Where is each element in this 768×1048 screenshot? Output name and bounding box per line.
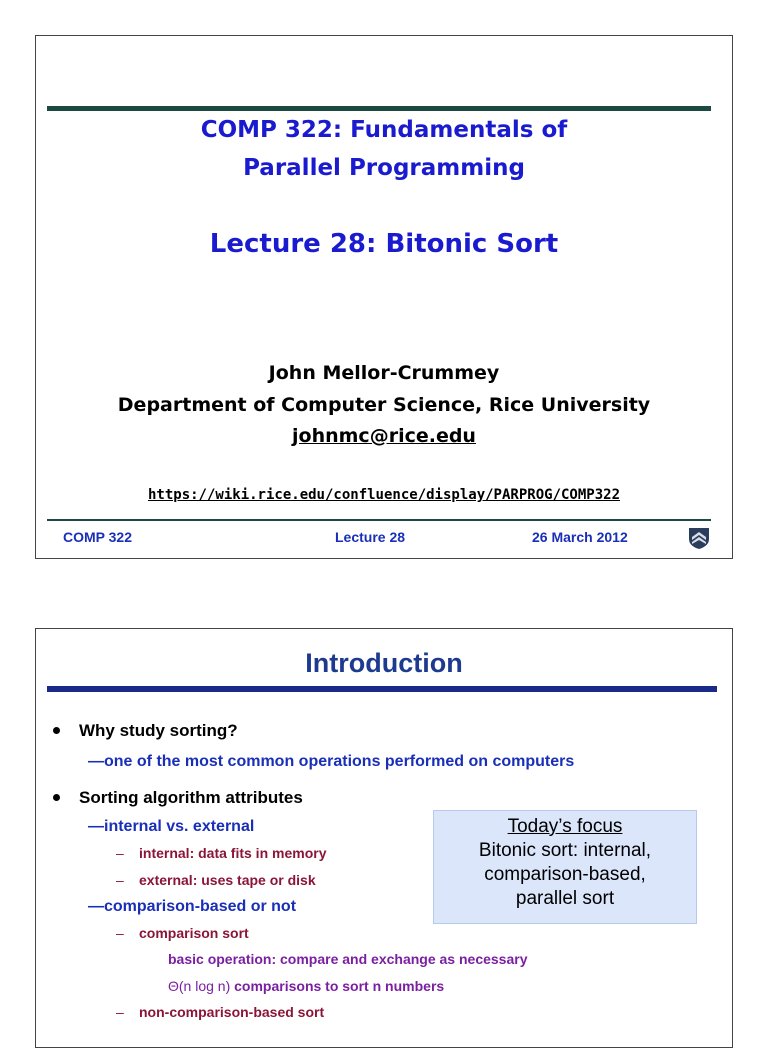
title-rule [47, 106, 711, 111]
lecture-title: Lecture 28: Bitonic Sort [209, 229, 559, 259]
dash-marker: – [116, 925, 124, 941]
footer-course: COMP 322 [63, 529, 132, 545]
focus-line-1: Bitonic sort: internal, [478, 840, 652, 861]
rice-owl-shield-icon [688, 526, 710, 550]
author-name: John Mellor-Crummey [268, 362, 500, 384]
theta-text: comparisons to sort n numbers [230, 978, 445, 994]
dash-marker: – [116, 845, 124, 861]
title-rule [47, 686, 717, 692]
item-theta-comparisons [168, 978, 444, 994]
item-noncomparison: non-comparison-based sort [139, 1004, 325, 1020]
dash-marker: – [116, 872, 124, 888]
item-basic-operation: basic operation: compare and exchange as necessary [168, 951, 528, 967]
bullet-why-sorting: Why study sorting? [79, 721, 238, 740]
todays-focus-box [433, 810, 697, 924]
introduction-slide [35, 628, 733, 1048]
bullet-dot-icon [53, 794, 60, 801]
theta-notation: Θ(n log n) [168, 978, 231, 994]
slide-title: Introduction [305, 648, 463, 678]
course-url-link[interactable]: https://wiki.rice.edu/confluence/display/PARPROG/COMP322 [147, 487, 620, 503]
bullet-dot-icon [53, 727, 60, 734]
item-internal: internal: data fits in memory [139, 845, 327, 861]
focus-line-3: parallel sort [515, 888, 615, 909]
department: Department of Computer Science, Rice University [117, 394, 651, 416]
item-external: external: uses tape or disk [139, 872, 316, 888]
sub-common-operations: —one of the most common operations performed on computers [88, 753, 575, 770]
footer-date: 26 March 2012 [532, 529, 628, 545]
footer-rule [47, 519, 711, 521]
sub-internal-vs-external: —internal vs. external [88, 818, 255, 835]
sub-comparison-based: —comparison-based or not [88, 898, 297, 915]
item-comparison-sort: comparison sort [139, 925, 249, 941]
focus-line-2: comparison-based, [484, 864, 646, 885]
email-link[interactable]: johnmc@rice.edu [292, 425, 476, 447]
dash-marker: – [116, 1004, 124, 1020]
course-title-line-1: COMP 322: Fundamentals of [200, 117, 568, 143]
focus-heading: Today’s focus [507, 816, 623, 837]
bullet-attributes: Sorting algorithm attributes [79, 788, 303, 807]
footer-lecture: Lecture 28 [335, 529, 406, 545]
title-slide [35, 35, 733, 559]
course-title-line-2: Parallel Programming [243, 155, 525, 181]
